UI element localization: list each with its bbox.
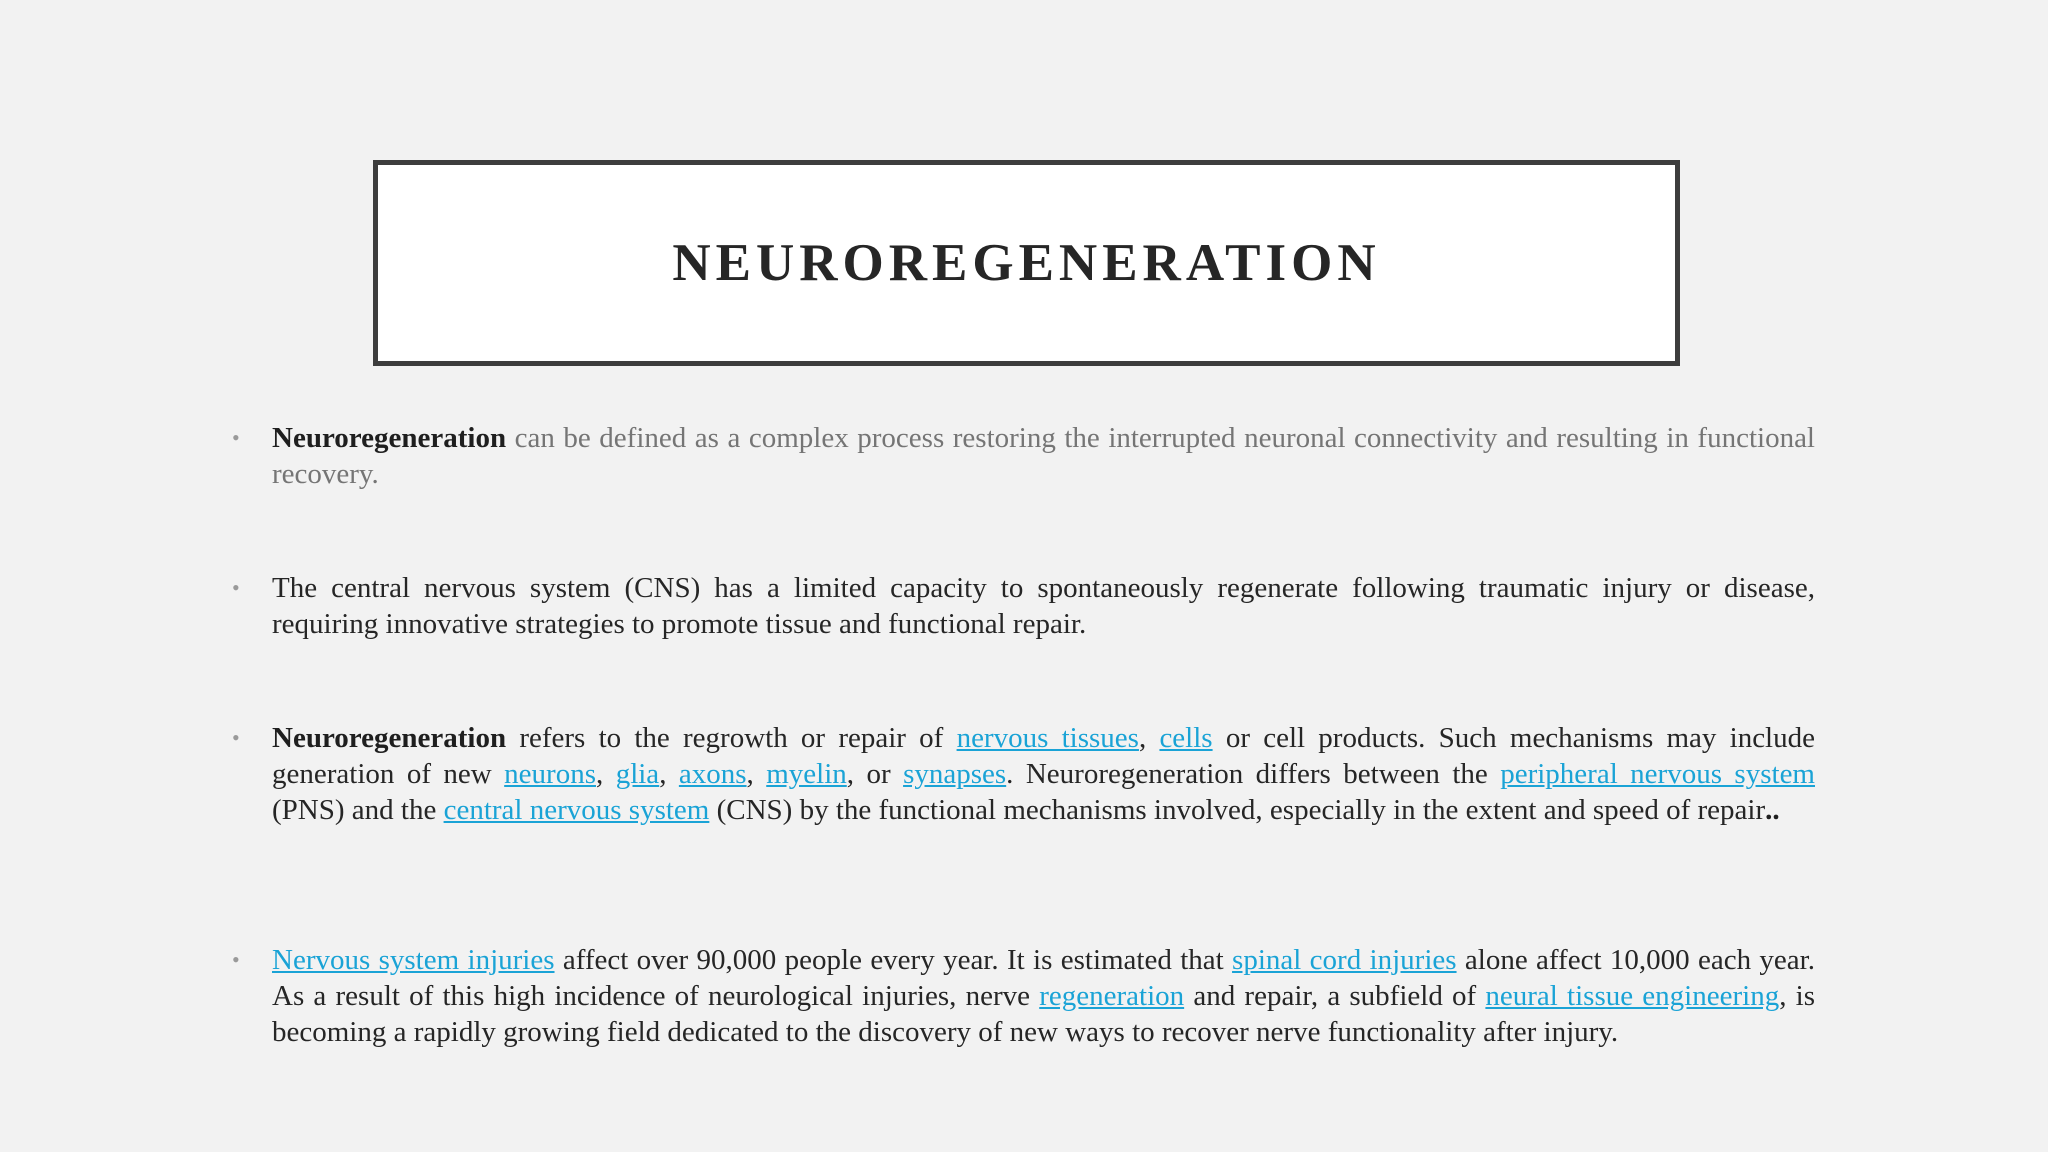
text-run: (CNS) by the functional mechanisms involved, especially in the extent and speed of repair bbox=[709, 794, 1766, 826]
bullet-item-cns-capacity bbox=[232, 570, 1815, 642]
text-run: , is becoming a rapidly growing field dedicated to the discovery of new ways to recover nerve functionality after injury. bbox=[272, 980, 1815, 1048]
text-run: , bbox=[596, 758, 616, 790]
link-axons[interactable]: axons bbox=[678, 758, 747, 790]
text-run: (PNS) and the bbox=[272, 794, 444, 826]
bullet-dot: • bbox=[232, 947, 240, 972]
link-myelin[interactable]: myelin bbox=[766, 758, 847, 790]
text-run: , bbox=[746, 758, 767, 790]
text-run: . Neuroregeneration differs between the bbox=[1006, 758, 1501, 790]
bullet-item-mechanisms bbox=[232, 720, 1815, 828]
text-run: , or bbox=[846, 758, 904, 790]
link-nervous-tissues[interactable]: nervous tissues bbox=[956, 722, 1139, 754]
bullet-text: The central nervous system (CNS) has a limited capacity to spontaneously regenerate following traumatic injury or disease, requiring innovative strategies to promote tissue and functional repair. bbox=[272, 572, 1815, 640]
bullet-dot: • bbox=[232, 575, 240, 600]
bullet-dot: • bbox=[232, 425, 240, 450]
text-run: alone affect 10,000 each year. As a result of this high incidence of neurological injuries, nerve bbox=[272, 944, 1815, 1012]
slide-title: NEUROREGENERATION bbox=[672, 234, 1381, 292]
link-spinal-cord-injuries[interactable]: spinal cord injuries bbox=[1232, 944, 1457, 976]
title-box bbox=[373, 160, 1680, 366]
bold-term: Neuroregeneration bbox=[272, 722, 507, 754]
link-peripheral-nervous-system[interactable]: peripheral nervous system bbox=[1500, 758, 1815, 790]
text-run: affect over 90,000 people every year. It is estimated that bbox=[554, 944, 1233, 976]
text-run: refers to the regrowth or repair of bbox=[506, 722, 957, 754]
bullet-text: can be defined as a complex process restoring the interrupted neuronal connectivity and resulting in functional recovery. bbox=[272, 422, 1815, 490]
text-run: or cell products. Such mechanisms may include generation of new bbox=[272, 722, 1815, 790]
link-synapses[interactable]: synapses bbox=[903, 758, 1007, 790]
link-regeneration[interactable]: regeneration bbox=[1039, 980, 1185, 1012]
link-central-nervous-system[interactable]: central nervous system bbox=[443, 794, 710, 826]
link-neurons[interactable]: neurons bbox=[504, 758, 596, 790]
text-run: , bbox=[1138, 722, 1160, 754]
bullet-item-definition bbox=[232, 420, 1815, 492]
text-run: , bbox=[659, 758, 679, 790]
link-glia[interactable]: glia bbox=[615, 758, 660, 790]
link-nervous-system-injuries[interactable]: Nervous system injuries bbox=[272, 944, 555, 976]
bold-term: Neuroregeneration bbox=[272, 422, 507, 454]
bullet-dot: • bbox=[232, 725, 240, 750]
link-cells[interactable]: cells bbox=[1159, 722, 1213, 754]
bullet-item-injuries bbox=[232, 942, 1815, 1050]
text-run-bold-dots: .. bbox=[1765, 794, 1780, 826]
link-neural-tissue-engineering[interactable]: neural tissue engineering bbox=[1485, 980, 1780, 1012]
text-run: and repair, a subfield of bbox=[1184, 980, 1486, 1012]
